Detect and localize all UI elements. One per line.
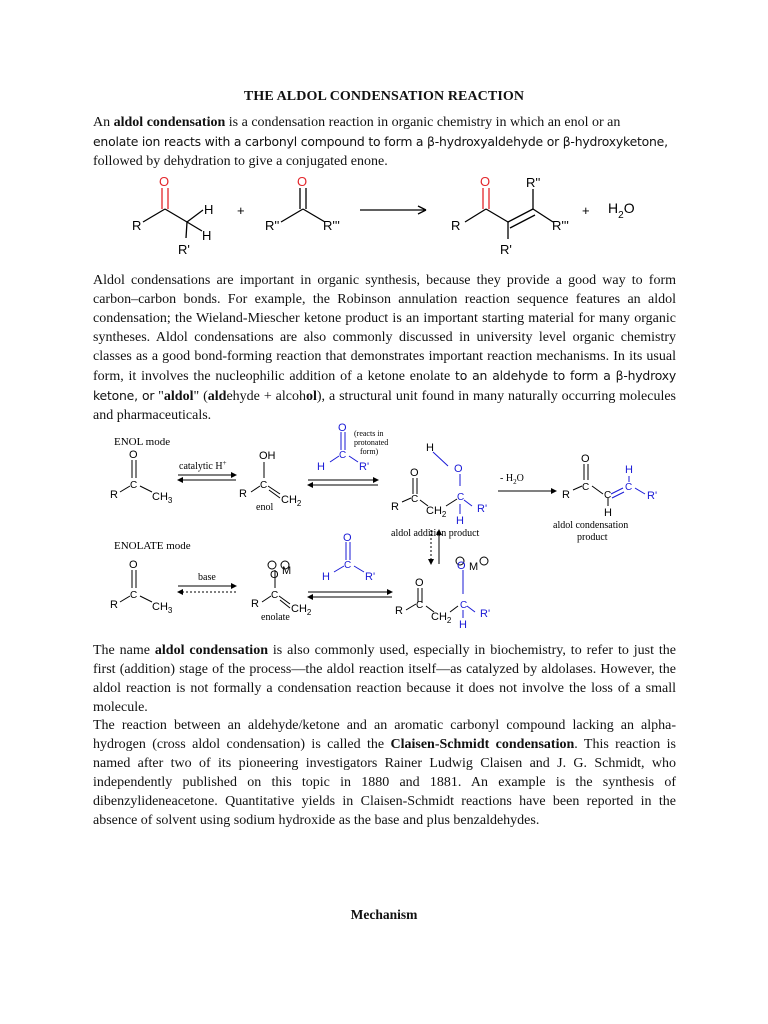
svg-text:(reacts in: (reacts in: [354, 429, 384, 438]
r-prime-label: R': [500, 242, 512, 257]
svg-text:C: C: [130, 590, 138, 601]
svg-text:H: H: [322, 571, 330, 583]
r-group-label: R: [132, 218, 142, 233]
intro-line2: enolate ion reacts with a carbonyl compound to form a β-hydroxyaldehyde or β-hydroxyketone,: [93, 134, 668, 149]
base-label: base: [198, 572, 216, 583]
plus-sign: +: [237, 203, 245, 218]
svg-text:O: O: [343, 532, 352, 544]
svg-text:R: R: [251, 598, 259, 610]
svg-text:C: C: [625, 482, 633, 493]
mechanism-heading: Mechanism: [350, 907, 418, 922]
intro-paragraph: [93, 113, 676, 171]
svg-text:protonated: protonated: [354, 438, 389, 447]
svg-text:O: O: [415, 577, 424, 589]
mechanism-scheme: [108, 418, 668, 630]
svg-text:R': R': [647, 490, 658, 502]
intro-rest: is a condensation reaction in organic chemistry in which an enol or an: [225, 115, 621, 130]
intro-line3: followed by dehydration to give a conjugated enone.: [93, 154, 388, 169]
page-title: THE ALDOL CONDENSATION REACTION: [243, 89, 525, 104]
svg-text:M: M: [469, 561, 479, 573]
methyl-label: $CH_3$: [152, 601, 173, 615]
svg-text:O: O: [270, 569, 279, 581]
water-formula: $H_2O$: [608, 200, 635, 221]
methylene-label: $CH_2$: [431, 611, 452, 625]
svg-text:C: C: [457, 492, 465, 503]
svg-text:C: C: [344, 560, 352, 571]
r-triple-prime-label: R''': [552, 218, 569, 233]
svg-text:C: C: [604, 490, 612, 501]
intro-term: aldol condensation: [113, 115, 226, 130]
carbonyl-oxygen-label: O: [480, 174, 491, 189]
svg-text:R: R: [239, 488, 247, 500]
svg-text:C: C: [339, 450, 347, 461]
r-double-prime-label: R'': [526, 175, 541, 190]
methylene-label: $CH_2$: [291, 603, 312, 617]
svg-text:R: R: [562, 489, 570, 501]
svg-text:C: C: [411, 494, 419, 505]
svg-text:R': R': [480, 608, 491, 620]
svg-text:C: C: [460, 600, 468, 611]
r-group-label: R: [451, 218, 461, 233]
svg-text:H: H: [426, 442, 434, 454]
paragraph-name-usage: The name aldol condensation is also commonly used, especially in biochemistry, to refer to just the first (addition) stage of the process—the aldol reaction itself—as catalyzed by aldolases. However, the aldol reaction is not formally a condensation reaction because it does not involve the loss of a small molecule.: [93, 643, 676, 715]
svg-text:R': R': [477, 503, 488, 515]
svg-text:R: R: [395, 605, 403, 617]
svg-text:C: C: [271, 590, 279, 601]
svg-text:H: H: [625, 464, 633, 476]
alpha-hydrogen-label: H: [202, 228, 212, 243]
svg-text:O: O: [581, 453, 590, 465]
overall-reaction-scheme: [120, 172, 660, 264]
svg-text:O: O: [338, 422, 347, 434]
svg-text:O: O: [410, 467, 419, 479]
plus-sign: +: [582, 203, 590, 218]
svg-text:R': R': [359, 461, 370, 473]
svg-text:M: M: [282, 565, 292, 577]
aldol-condensation-product-label: aldol condensation: [553, 520, 629, 531]
catalytic-h-label: catalytic H+: [179, 459, 227, 472]
methylene-label: $CH_2$: [426, 505, 447, 519]
enolate-label: enolate: [261, 612, 290, 623]
paragraph-claisen-schmidt: The reaction between an aldehyde/ketone and an aromatic carbonyl compound lacking an alpha-hydrogen (cross aldol condensation) is called the Claisen-Schmidt condensation. This reaction is named after two of its pioneering investigators Rainer Ludwig Claisen and J. G. Schmidt, who independently published on this topic in 1880 and 1881. An example is the synthesis of dibenzylideneacetone. Quantitative yields in Claisen-Schmidt reactions have been reported in the absence of solvent using sodium hydroxide as the base and plus benzaldehydes.: [93, 718, 677, 828]
enolate-mode-label: ENOLATE mode: [114, 540, 191, 552]
svg-text:R: R: [110, 489, 118, 501]
svg-text:C: C: [260, 480, 268, 491]
methyl-label: $CH_3$: [152, 491, 173, 505]
svg-text:R': R': [365, 571, 376, 583]
svg-text:R: R: [391, 501, 399, 513]
svg-text:O: O: [129, 559, 138, 571]
svg-text:C: C: [416, 600, 424, 611]
svg-text:H: H: [459, 619, 467, 630]
aldol-addition-product-label: aldol addition product: [391, 528, 480, 539]
intro-lead: An: [93, 115, 114, 130]
svg-text:C: C: [130, 480, 138, 491]
enol-label: enol: [256, 502, 274, 513]
svg-text:H: H: [604, 507, 612, 519]
methylene-label: $CH_2$: [281, 494, 302, 508]
svg-text:O: O: [129, 449, 138, 461]
svg-text:R: R: [110, 599, 118, 611]
paragraph-importance: Aldol condensations are important in organic synthesis, because they provide a good way to form carbon–carbon bonds. For example, the Robinson annulation reaction sequence features an aldol condensation; the Wieland-Miescher ketone product is an important starting material for many organic syntheses. Aldol condensations are also commonly discussed in university level organic chemistry classes as a good bond-forming reaction that demonstrates important reaction mechanisms. In its usual form, it involves the nucleophilic addition of a ketone enolate to an aldehyde to form a β-hydroxy ketone, or "aldol" (aldehyde + alcohol), a structural unit found in many naturally occurring molecules and pharmaceuticals.: [93, 273, 677, 423]
svg-text:product: product: [577, 532, 608, 543]
alpha-hydrogen-label: H: [204, 202, 214, 217]
enol-mode-label: ENOL mode: [114, 436, 171, 448]
svg-text:H: H: [317, 461, 325, 473]
carbonyl-oxygen-label: O: [297, 174, 308, 189]
svg-text:O: O: [457, 560, 466, 572]
r-triple-prime-label: R''': [323, 218, 340, 233]
svg-text:H: H: [456, 515, 464, 527]
svg-text:O: O: [454, 463, 463, 475]
carbonyl-oxygen-label: O: [159, 174, 170, 189]
svg-text:form): form): [360, 447, 379, 456]
r-prime-label: R': [178, 242, 190, 257]
svg-text:OH: OH: [259, 450, 276, 462]
svg-text:C: C: [582, 482, 590, 493]
minus-water-label: - $H_2O$: [500, 473, 524, 486]
r-double-prime-label: R'': [265, 218, 280, 233]
